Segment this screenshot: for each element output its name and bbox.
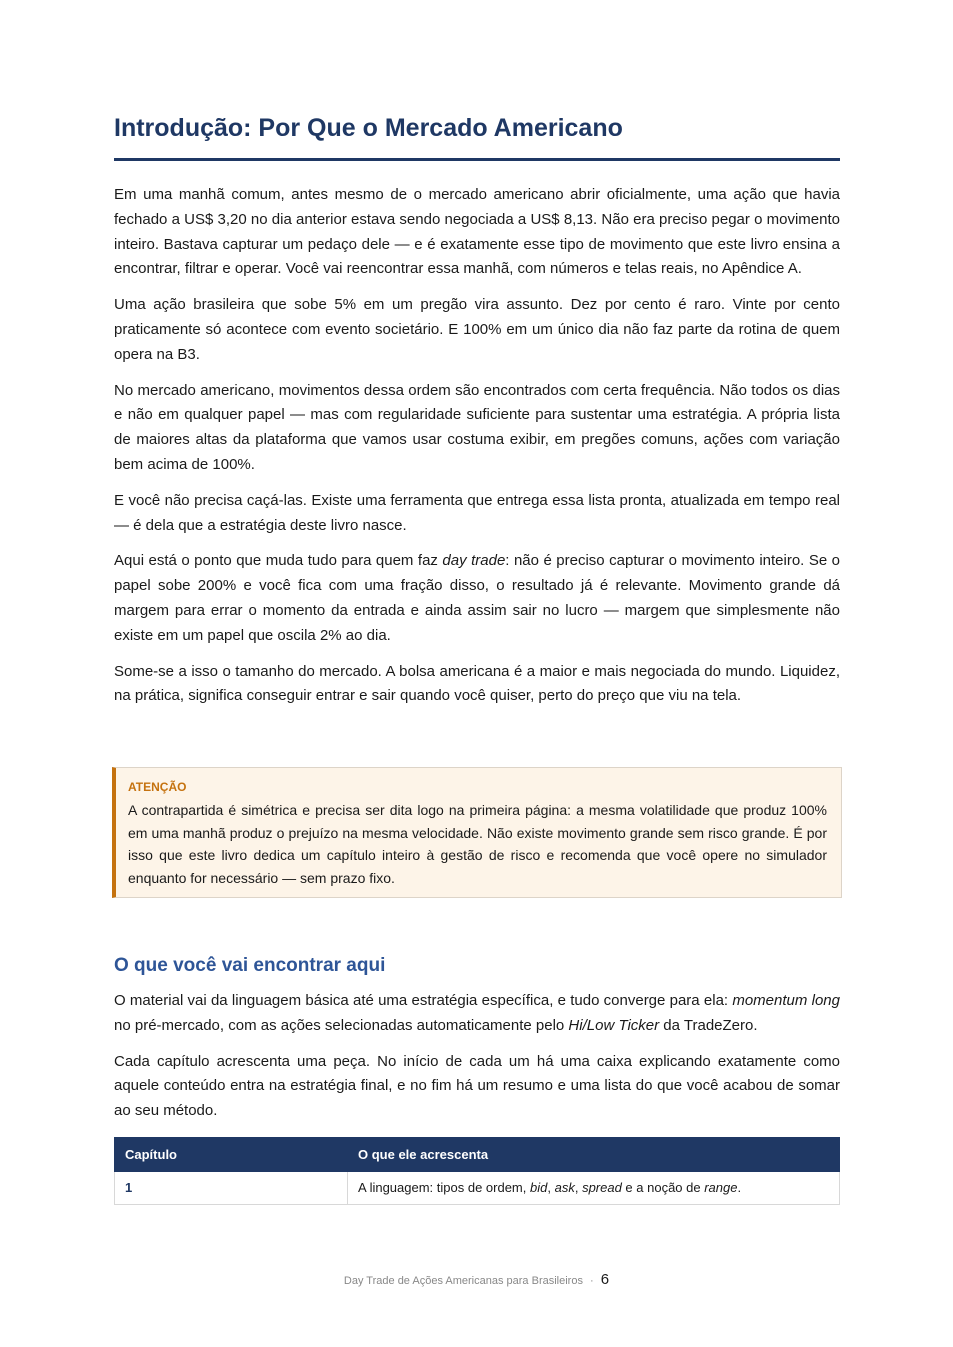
cell-text-b: e a noção de (621, 1180, 705, 1196)
table-cell-adds (348, 1171, 840, 1204)
table-header-row (115, 1137, 840, 1171)
section-paragraph-1 (114, 989, 840, 1039)
cell-emphasis-ask: ask (554, 1180, 575, 1196)
table-header-chapter: Capítulo (115, 1137, 348, 1171)
page-footer (0, 1270, 953, 1291)
page-title: Introdução: Por Que o Mercado Americano (114, 110, 840, 161)
footer-separator: · (590, 1275, 594, 1287)
cell-emphasis-range: range (704, 1180, 738, 1196)
paragraph-5 (114, 549, 840, 648)
cell-separator-1: , (547, 1180, 555, 1196)
chapter-table (114, 1137, 840, 1205)
callout-label: ATENÇÃO (128, 780, 187, 794)
cell-emphasis-spread: spread (582, 1180, 622, 1196)
cell-separator-2: , (574, 1180, 583, 1196)
cell-text-end: . (737, 1180, 742, 1196)
table-cell-chapter: 1 (115, 1171, 348, 1204)
table-header-adds: O que ele acrescenta (348, 1137, 840, 1171)
paragraph-5-text-a: Aqui está o ponto que muda tudo para quem faz (114, 552, 443, 570)
section-content (114, 952, 840, 1205)
section-paragraph-1-text-b: no pré-mercado, com as ações selecionadas automaticamente pelo (114, 1016, 569, 1034)
section-paragraph-1-emphasis-1: momentum long (732, 992, 840, 1009)
paragraph-6: Some-se a isso o tamanho do mercado. A bolsa americana é a maior e mais negociada do mundo. Liquidez, na prática, significa conseguir entrar e sair quando você quiser, perto do preço que viu na tela. (114, 662, 840, 705)
paragraph-5-emphasis: day trade (442, 552, 506, 570)
section-paragraph-1-text-c: da TradeZero. (659, 1016, 758, 1034)
attention-callout (112, 767, 842, 898)
paragraph-5-text-b: : não é preciso capturar o movimento inteiro. Se o papel sobe 200% e você fica com uma fração disso, o resultado já é relevante. Movimento grande dá margem para errar o momento da entrada e ainda assim sair no lucro — margem que simplesmente não existe em um papel que oscila 2% ao dia. (114, 552, 841, 644)
section-paragraph-1-emphasis-2: Hi/Low Ticker (568, 1016, 660, 1034)
footer-book-title: Day Trade de Ações Americanas para Brasileiros (343, 1275, 583, 1287)
section-heading: O que você vai encontrar aqui (114, 955, 386, 976)
cell-emphasis-bid: bid (530, 1180, 548, 1196)
paragraph-1: Em uma manhã comum, antes mesmo de o mercado americano abrir oficialmente, uma ação que havia fechado a US$ 3,20 no dia anterior estava sendo negociada a US$ 8,13. Não era preciso pegar o movimento inteiro. Bastava capturar um pedaço dele — e é exatamente esse tipo de movimento que este livro ensina a encontrar, filtrar e operar. Você vai reencontrar essa manhã, com números e telas reais, no Apêndice A. (114, 186, 840, 278)
paragraph-3: No mercado americano, movimentos dessa ordem são encontrados com certa frequência. Não todos os dias e não em qualquer papel — mas com regularidade suficiente para sustentar uma estratégia. A própria lista de maiores altas da plataforma que vamos usar costuma exibir, em pregões comuns, ações com variação bem acima de 100%. (114, 381, 840, 473)
footer-page-number: 6 (600, 1271, 610, 1288)
cell-text-a: A linguagem: tipos de ordem, (358, 1180, 530, 1196)
section-paragraph-2: Cada capítulo acrescenta uma peça. No início de cada um há uma caixa explicando exatamente como aquele conteúdo entra na estratégia final, e no fim há um resumo e uma lista do que você acabou de somar ao seu método. (114, 1052, 840, 1120)
page-content (114, 110, 840, 709)
callout-text: A contrapartida é simétrica e precisa ser dita logo na primeira página: a mesma volatilidade que produz 100% em uma manhã produz o prejuízo na mesma velocidade. Não existe movimento grande sem risco grande. É por isso que este livro dedica um capítulo inteiro à gestão de risco e recomenda que você opere no simulador enquanto for necessário — sem prazo fixo. (128, 802, 827, 886)
table-row (115, 1171, 840, 1204)
paragraph-2: Uma ação brasileira que sobe 5% em um pregão vira assunto. Dez por cento é raro. Vinte por cento praticamente só acontece com evento societário. E 100% em um único dia não faz parte da rotina de quem opera na B3. (114, 296, 840, 363)
paragraph-4: E você não precisa caçá-las. Existe uma ferramenta que entrega essa lista pronta, atualizada em tempo real — é dela que a estratégia deste livro nasce. (114, 491, 840, 534)
section-paragraph-1-text-a: O material vai da linguagem básica até uma estratégia específica, e tudo converge para ela: (114, 992, 733, 1009)
